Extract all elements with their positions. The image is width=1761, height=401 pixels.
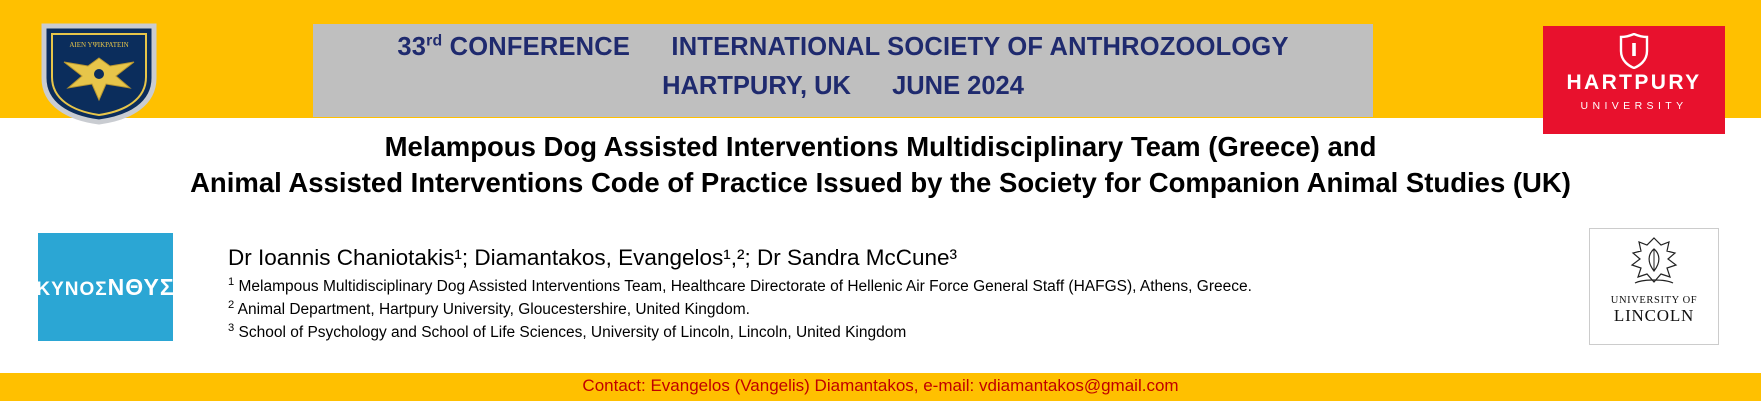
conference-word: CONFERENCE <box>449 33 631 61</box>
svg-text:ΑΙΕΝ ΥΨΙΚΡΑΤΕΙΝ: ΑΙΕΝ ΥΨΙΚΡΑΤΕΙΝ <box>69 41 129 49</box>
affiliation-3-text: School of Psychology and School of Life Sciences, University of Lincoln, Lincoln, United Kingdom <box>234 324 907 341</box>
affiliation-3 <box>228 321 1528 344</box>
hartpury-university-logo <box>1543 26 1725 134</box>
poster-title-line-1: Melampous Dog Assisted Interventions Multidisciplinary Team (Greece) and <box>384 131 1377 162</box>
kynos-word-1: ΚΥΝΟΣ <box>36 278 108 300</box>
authors-block <box>228 244 1528 344</box>
poster-title <box>0 129 1761 201</box>
conference-header-bar <box>313 24 1373 117</box>
hartpury-name: HARTPURY <box>1566 71 1702 94</box>
conference-society: INTERNATIONAL SOCIETY OF ANTHROZOOLOGY <box>671 33 1289 61</box>
affiliation-2-marker: 2 <box>228 298 235 311</box>
affiliation-1-text: Melampous Multidisciplinary Dog Assisted Interventions Team, Healthcare Directorate of Hellenic Air Force General Staff (HAFGS), Athens, Greece. <box>234 278 1252 295</box>
poster-title-line-2: Animal Assisted Interventions Code of Practice Issued by the Society for Companion Animal Studies (UK) <box>190 167 1571 198</box>
affiliation-1-marker: 1 <box>228 275 235 288</box>
conference-header-line-1 <box>313 33 1373 62</box>
conference-date: JUNE 2024 <box>892 72 1024 100</box>
contact-footer: Contact: Evangelos (Vangelis) Diamantakos, e-mail: vdiamantakos@gmail.com <box>582 376 1179 395</box>
hellenic-air-force-emblem-icon <box>38 22 160 126</box>
conference-location: HARTPURY, UK <box>662 72 851 100</box>
conference-number: 33 <box>397 33 427 61</box>
lincoln-crest-icon <box>1623 235 1685 293</box>
shield-icon <box>1619 33 1649 69</box>
hartpury-subtitle: UNIVERSITY <box>1580 100 1688 112</box>
conference-header-line-2 <box>313 72 1373 101</box>
affiliation-2-text: Animal Department, Hartpury University, Gloucestershire, United Kingdom. <box>234 301 750 318</box>
authors-line: Dr Ioannis Chaniotakis¹; Diamantakos, Evangelos¹,²; Dr Sandra McCune³ <box>228 245 958 270</box>
affiliation-1 <box>228 275 1528 298</box>
affiliation-3-marker: 3 <box>228 321 235 334</box>
conference-ordinal-suffix: rd <box>426 32 443 50</box>
kynos-nous-logo-text <box>36 274 174 301</box>
affiliation-2 <box>228 298 1528 321</box>
lincoln-line-2: LINCOLN <box>1613 306 1695 325</box>
lincoln-line-1: UNIVERSITY OF <box>1610 295 1698 306</box>
kynos-word-2: ΝΘΥΣ <box>107 273 175 300</box>
kynos-nous-logo <box>38 233 173 341</box>
university-of-lincoln-logo <box>1589 228 1719 345</box>
